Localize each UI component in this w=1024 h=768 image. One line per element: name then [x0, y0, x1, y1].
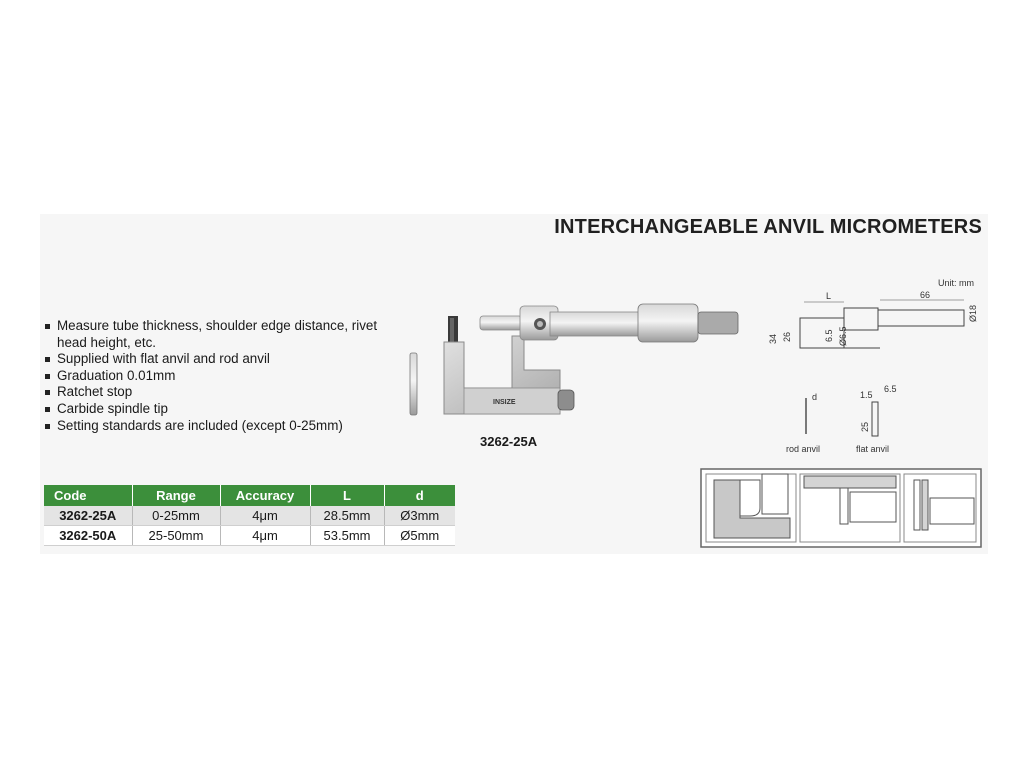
dim-label: Ø18	[968, 304, 978, 322]
feature-list	[44, 318, 389, 434]
table-cell: 25-50mm	[132, 526, 220, 546]
dim-label: 1.5	[860, 390, 873, 400]
product-code: 3262-25A	[480, 434, 538, 449]
table-cell: 3262-50A	[44, 526, 132, 546]
table-cell: 3262-25A	[44, 506, 132, 526]
table-cell: 4μm	[220, 506, 310, 526]
unit-label: Unit: mm	[938, 278, 974, 288]
column-header: Range	[132, 485, 220, 506]
rod-anvil-label: rod anvil	[786, 444, 821, 454]
table-header-row	[44, 485, 455, 506]
page-title: INTERCHANGEABLE ANVIL MICROMETERS	[554, 216, 982, 238]
table-cell: 0-25mm	[132, 506, 220, 526]
column-header: L	[310, 485, 384, 506]
dim-label: d	[812, 392, 818, 402]
dim-label: 26	[782, 331, 792, 342]
feature-item: Supplied with flat anvil and rod anvil	[44, 351, 389, 368]
feature-item: Ratchet stop	[44, 384, 389, 401]
column-header: Code	[44, 485, 132, 506]
dim-label: 34	[768, 333, 778, 344]
table-cell: Ø5mm	[384, 526, 455, 546]
feature-item: Setting standards are included (except 0-25mm)	[44, 418, 389, 435]
table-cell: Ø3mm	[384, 506, 455, 526]
table-cell: 28.5mm	[310, 506, 384, 526]
usage-sketches	[700, 468, 982, 548]
dimension-drawing	[760, 274, 988, 464]
dim-label: 6.5	[824, 329, 834, 342]
table-cell: 53.5mm	[310, 526, 384, 546]
table-cell: 4μm	[220, 526, 310, 546]
dim-label: 66	[920, 290, 931, 300]
feature-item: Carbide spindle tip	[44, 401, 389, 418]
feature-item: Graduation 0.01mm	[44, 368, 389, 385]
table-row	[44, 526, 455, 546]
micrometer-photo	[400, 296, 745, 426]
flat-anvil-label: flat anvil	[856, 444, 890, 454]
column-header: d	[384, 485, 455, 506]
dim-label: 6.5	[884, 384, 897, 394]
spec-table	[44, 485, 455, 546]
column-header: Accuracy	[220, 485, 310, 506]
table-row	[44, 506, 455, 526]
dim-label: L	[826, 291, 832, 301]
feature-item: Measure tube thickness, shoulder edge distance, rivet head height, etc.	[44, 318, 389, 351]
dim-label: 25	[860, 421, 870, 432]
dim-label: Ø6.5	[838, 326, 848, 346]
brand-mark: INSIZE	[493, 399, 516, 406]
